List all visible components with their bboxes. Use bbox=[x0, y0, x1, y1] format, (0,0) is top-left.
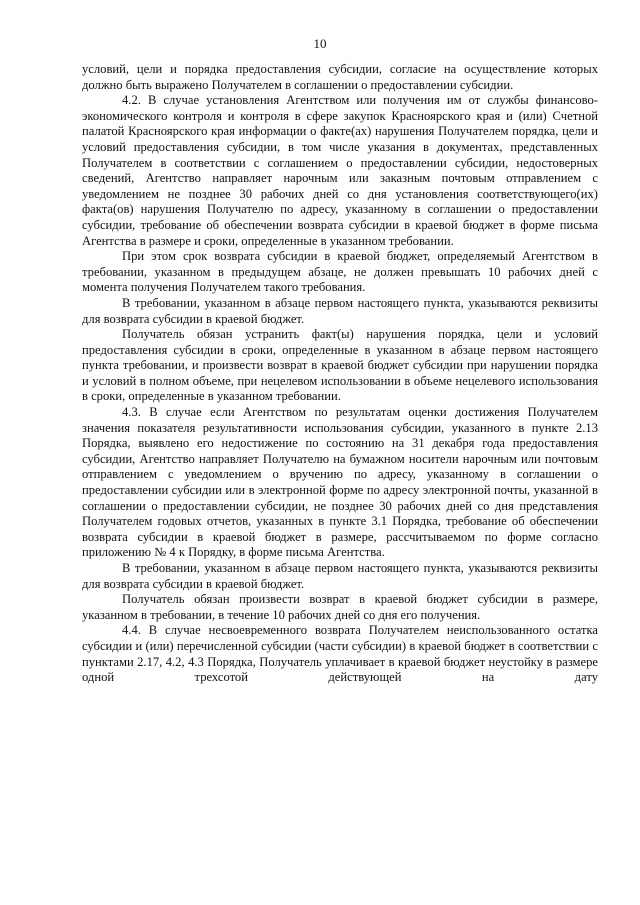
paragraph-requisites-2: В требовании, указанном в абзаце первом настоящего пункта, указываются реквизиты для возврата субсидии в краевой бюджет. bbox=[82, 561, 598, 591]
document-body bbox=[82, 62, 598, 686]
paragraph-4-3: 4.3. В случае если Агентством по результатам оценки достижения Получателем значения показателя результативности использования субсидии, указанного в пункте 2.13 Порядка, выявлено его недостижение по состоянию на 31 декабря года предоставления субсидии, Агентство направляет Получателю на бумажном носители нарочным или почтовым отправлением с уведомлением о вручению по адресу, указанному в соглашении о предоставлении субсидии или в электронной форме по адресу электронной почты, указанной в соглашении о предоставлении субсидии, не позднее 30 рабочих дней со дня представления Получателем годовых отчетов, указанных в пункте 3.1 Порядка, требование об обеспечении возврата субсидии в краевой бюджет в размере, рассчитываемом по форме согласно приложению № 4 к Порядку, в форме письма Агентства. bbox=[82, 405, 598, 560]
paragraph-return-deadline: При этом срок возврата субсидии в краевой бюджет, определяемый Агентством в требовании, указанном в предыдущем абзаце, не должен превышать 10 рабочих дней с момента получения Получателем такого требования. bbox=[82, 249, 598, 295]
page-number: 10 bbox=[313, 36, 327, 51]
paragraph-requisites: В требовании, указанном в абзаце первом настоящего пункта, указываются реквизиты для возврата субсидии в краевой бюджет. bbox=[82, 295, 598, 326]
paragraph-recipient-return: Получатель обязан произвести возврат в краевой бюджет субсидии в размере, указанном в требовании, в течение 10 рабочих дней со дня его получения. bbox=[82, 592, 598, 622]
paragraph-4-4: 4.4. В случае несвоевременного возврата Получателем неиспользованного остатка субсидии и (или) перечисленной субсидии (части субсидии) в краевой бюджет в соответствии с пунктами 2.17, 4.2, 4.3 Порядка, Получатель уплачивает в краевой бюджет неустойку в размере одной трехсотой действующей на дату bbox=[82, 623, 598, 685]
paragraph-recipient-obligation: Получатель обязан устранить факт(ы) нарушения порядка, цели и условий предоставления субсидии в сроки, определенные в указанном в абзаце первом настоящего пункта требовании, и произвести возврат в краевой бюджет субсидии при нарушении порядка и условий в полном объеме, при нецелевом использовании в объеме нецелевого использования в сроки, определенные в указанном требовании. bbox=[82, 327, 598, 404]
paragraph-continuation: условий, цели и порядка предоставления субсидии, согласие на осуществление которых должно быть выражено Получателем в соглашении о предоставлении субсидии. bbox=[82, 62, 598, 92]
paragraph-4-2: 4.2. В случае установления Агентством или получения им от службы финансово-экономического контроля и контроля в сфере закупок Красноярского края и (или) Счетной палатой Красноярского края информации о факте(ах) нарушения Получателем порядка, цели и условий предоставления субсидии, в том числе указания в документах, представленных Получателем в соответствии с соглашением о предоставлении субсидии, недостоверных сведений, Агентство направляет нарочным или заказным почтовым отправлением с уведомлением не позднее 30 рабочих дней со дня установления соответствующего(их) факта(ов) нарушения Получателю по адресу, указанному в соглашении о предоставлении субсидии, требование об обеспечении возврата субсидии в краевой бюджет в форме письма Агентства в размере и сроки, определенные в указанном требовании. bbox=[82, 93, 598, 248]
